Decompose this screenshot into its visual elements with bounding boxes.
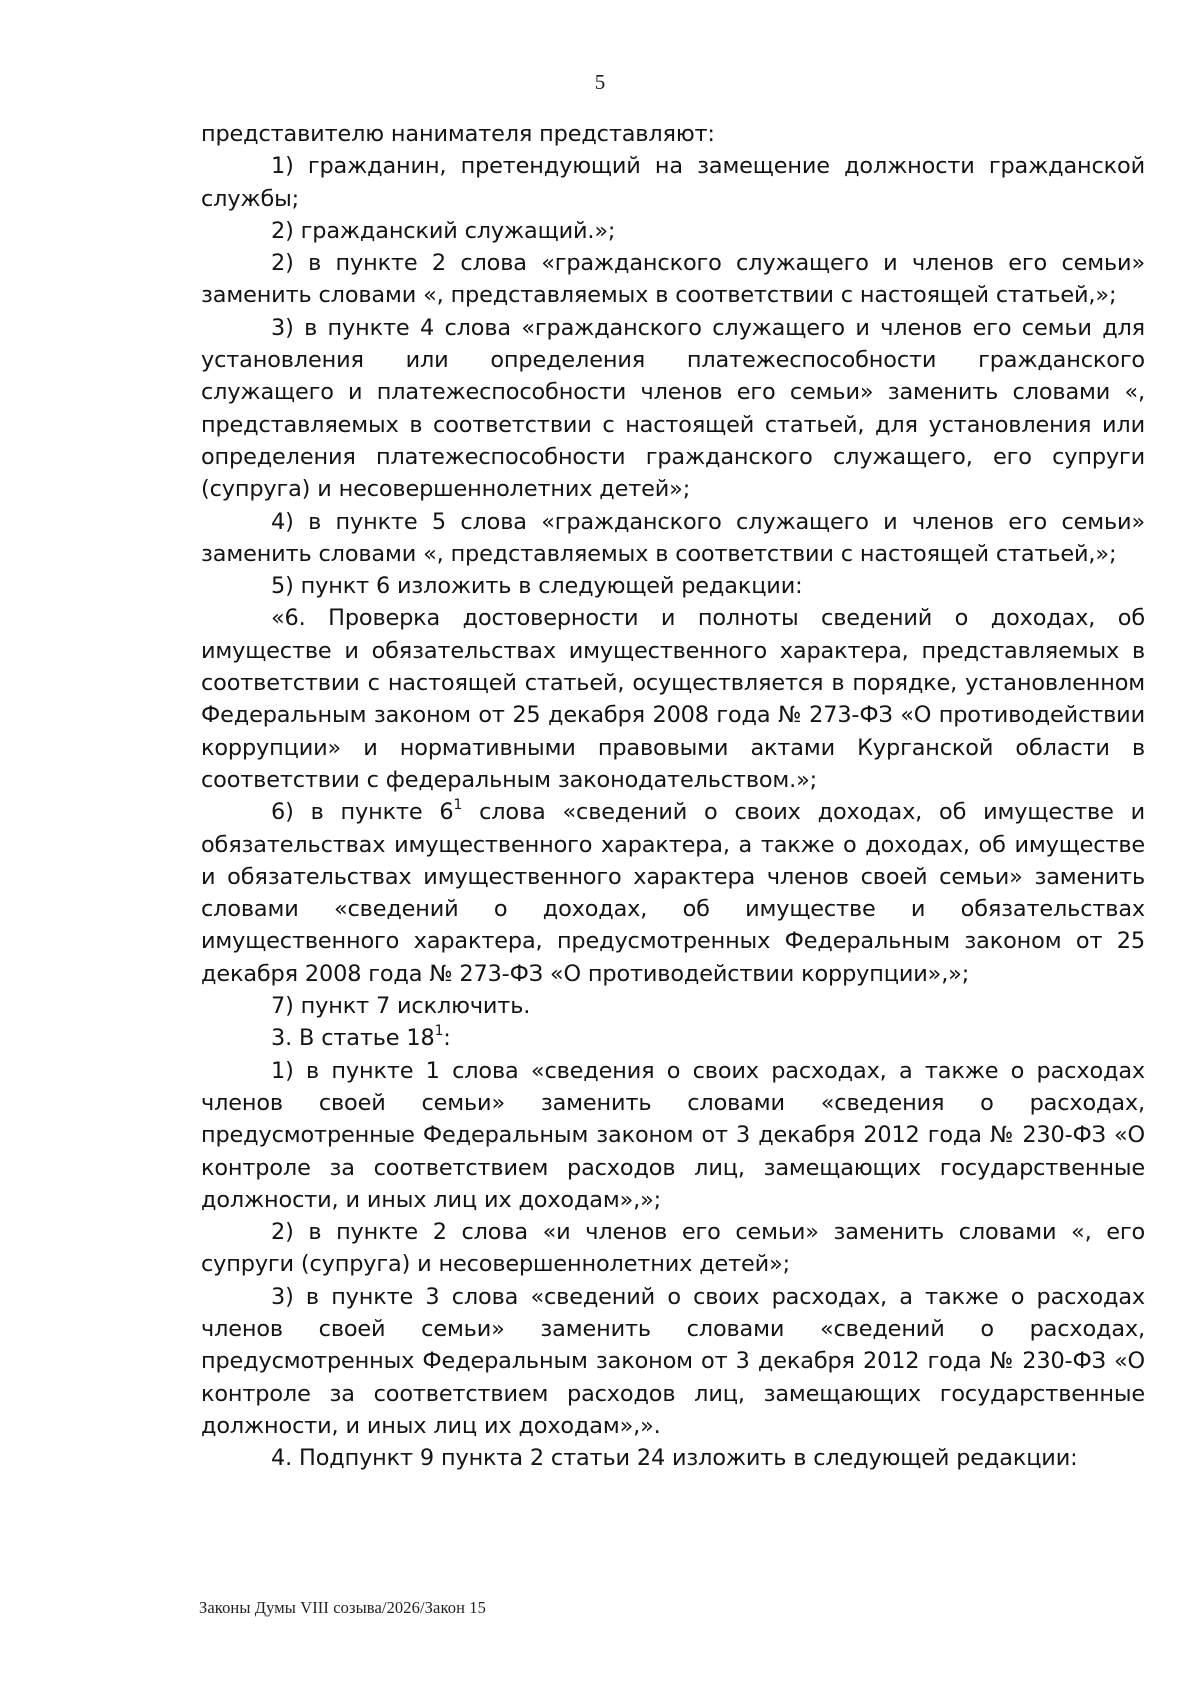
footer-reference: Законы Думы VIII созыва/2026/Закон 15 [199,1598,486,1617]
superscript: 1 [453,797,463,814]
paragraph-text: слова «сведений о своих доходах, об имуществе и обязательствах имущественного характера, а также о доходах, об имуществе и обязательствах имущественного характера членов своей семьи» заменить словами «сведений о доходах, об имуществе и обязательствах имущественного характера, предусмотренных Федеральным законом от 25 декабря 2008 года № 273-ФЗ «О противодействии коррупции»,»; [201,799,1145,987]
paragraph: 4) в пункте 5 слова «гражданского служащего и членов его семьи» заменить словами «, представляемых в соответствии с настоящей статьей,»; [201,508,1145,567]
paragraph: 2) в пункте 2 слова «и членов его семьи» заменить словами «, его супруги (супруга) и несовершеннолетних детей»; [201,1219,1145,1278]
document-body [201,118,1145,1474]
paragraph [201,796,1145,990]
superscript: 1 [434,1023,444,1040]
paragraph: 3) в пункте 4 слова «гражданского служащего и членов его семьи для установления или определения платежеспособности гражданского служащего и платежеспособности членов его семьи» заменить словами «, представляемых в соответствии с настоящей статьей, для установления или определения платежеспособности гражданского служащего, его супруги (супруга) и несовершеннолетних детей»; [201,314,1145,503]
paragraph: 7) пункт 7 исключить. [271,993,531,1020]
paragraph-text: 3. В статье 18 [271,1025,435,1052]
paragraph: 2) в пункте 2 слова «гражданского служащего и членов его семьи» заменить словами «, представляемых в соответствии с настоящей статьей,»; [201,250,1145,309]
page-number: 5 [594,70,606,94]
paragraph: 1) гражданин, претендующий на замещение должности гражданской службы; [201,153,1145,212]
paragraph: 2) гражданский служащий.»; [271,217,616,244]
paragraph-text: 6) в пункте 6 [271,799,454,826]
paragraph: 1) в пункте 1 слова «сведения о своих расходах, а также о расходах членов своей семьи» заменить словами «сведения о расходах, предусмотренные Федеральным законом от 3 декабря 2012 года № 230-ФЗ «О контроле за соответствием расходов лиц, замещающих государственные должности, и иных лиц их доходам»,»; [201,1057,1145,1213]
paragraph: представителю нанимателя представляют: [201,121,715,147]
paragraph: 5) пункт 6 изложить в следующей редакции: [271,573,803,600]
paragraph: 4. Подпункт 9 пункта 2 статьи 24 изложить в следующей редакции: [271,1445,1078,1472]
paragraph: 3) в пункте 3 слова «сведений о своих расходах, а также о расходах членов своей семьи» заменить словами «сведений о расходах, предусмотренных Федеральным законом от 3 декабря 2012 года № 230-ФЗ «О контроле за соответствием расходов лиц, замещающих государственные должности, и иных лиц их доходам»,». [201,1283,1145,1439]
paragraph: «6. Проверка достоверности и полноты сведений о доходах, об имуществе и обязательствах имущественного характера, представляемых в соответствии с настоящей статьей, осуществляется в порядке, установленном Федеральным законом от 25 декабря 2008 года № 273-ФЗ «О противодействии коррупции» и нормативными правовыми актами Курганской области в соответствии с федеральным законодательством.»; [201,605,1145,793]
paragraph [201,1022,1145,1054]
paragraph-text: : [443,1025,451,1052]
